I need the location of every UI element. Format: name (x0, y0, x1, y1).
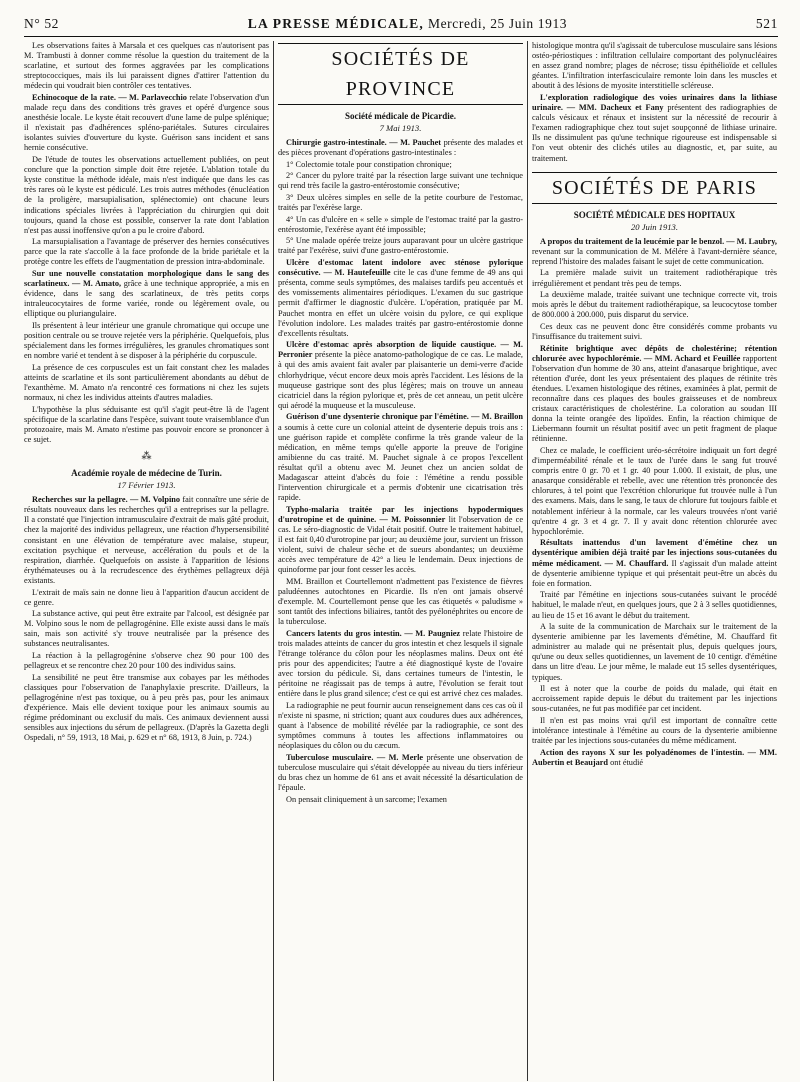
paragraph: La radiographie ne peut fournir aucun renseignement dans ces cas où il n'existe ni spasme, ni striction; quant aux coudures dues aux adhérences, quant à l'absence de mobilité révélée par la radiographie, ce sont des symptômes communs à toutes les affections inflammatoires ou néoplasiques du côlon ou du cæcum. (278, 701, 523, 751)
paragraph (278, 340, 523, 411)
paragraph: La présence de ces corpuscules est un fait constant chez les malades atteints de scarlatine et ils sont particulièrement abondants au début de l'exanthème. M. Amato n'a rencontré ces formations ni chez les sujets normaux, ni chez les individus atteints d'autres maladies. (24, 362, 269, 403)
paragraph (532, 538, 777, 588)
paragraph (24, 495, 269, 586)
paragraph: On pensait cliniquement à un sarcome; l'examen (286, 794, 447, 804)
article-title: Guérison d'une dysenterie chronique par l'émétine. — M. Braillon (286, 412, 523, 422)
paragraph (24, 269, 269, 319)
column-rule (273, 41, 274, 1081)
masthead (248, 16, 567, 32)
paragraph: Traité par l'émétine en injections sous-cutanées suivant le procédé habituel, le malade n'eut, en quelques jours, que 2 à 3 selles quotidiennes, au lieu de 15 et 16 avant le début du traitement. (532, 590, 777, 620)
society-title: Société médicale de Picardie. (345, 111, 456, 121)
paragraph: L'extrait de maïs sain ne donne lieu à l'apparition d'aucun accident de ce genre. (24, 587, 269, 607)
article-body: lit l'observation de ce cas. Le séro-diagnostic de Vidal était positif. Outre le traitement habituel, il est fait 0,40 d'urotropine par jour; au deuxième jour, survient un frisson violent, suivi de chaleur sèche et de sueurs abondantes; un deuxième accès avec température de 42° a lieu le lendemain. Deux injections de quinoforme par jour font cesser les accès. (278, 514, 523, 575)
section-title: SOCIÉTÉS DE PROVINCE (278, 43, 523, 105)
article-body: ont étudié (610, 757, 644, 767)
article-title: Chirurgie gastro-intestinale. — M. Pauchet (286, 138, 442, 147)
session-date: 20 Juin 1913. (630, 221, 679, 232)
article-title: Typho-malaria traitée par les injections hypodermiques d'urotropine et de quinine. — M. Poissonnier (278, 504, 523, 524)
article-body: rapportent l'observation d'un homme de 30 ans, atteint d'anasarque brightique, avec rétention d'urée, dont les yeux présentaient des plaques de rétinite très étendues. L'examen histologique des rétines, examinées à plat, permit de reconnaître dans ces plaques des boules graisseuses et de nombreux cristaux caractéristiques de cholestérine. La coloration au soudan III donna la teinte orangée des lipoïdes. Enfin, la réaction chimique de Liebermann fournit un résultat positif avec un petit fragment de plaque rétinienne. (532, 353, 777, 444)
paragraph (278, 412, 523, 503)
paragraph: histologique montra qu'il s'agissait de tuberculose musculaire sans lésions ostéo-périostiques : infiltration cellulaire comportant des polynucléaires en assez grand nombre; plages de nécrose; tissu épithélioïde et cellules géantes. L'infiltration interfasciculaire remonte loin dans les muscles et aboutit à des lésions de myosite interstitielle scléreuse. (532, 41, 777, 91)
article-body: revenant sur la communication de M. Mélére à l'avant-dernière séance, reprend l'histoire des malades faisant le sujet de cette communication. (532, 246, 777, 266)
paragraph (278, 258, 523, 339)
article-body: présente la pièce anatomo-pathologique de ce cas. Le malade, à qui des amis avaient fait avaler par plaisanterie un demi-verre d'acide chlorhydrique, vécut encore deux mois après l'accident. Les lésions de la muqueuse gastrique sont des plus légères; mais on trouve un anneau cicatriciel dans la région pylorique et, près de cet anneau, un petit ulcère qui aérodé la muqueuse et la musculeuse. (278, 350, 523, 410)
article-title: Rétinite brightique avec dépôts de cholestérine; rétention chlorurée avec hypochlorémie. — MM. Achard et Feuillée (532, 343, 777, 363)
issue-number: N° 52 (24, 16, 60, 31)
list-item: 5° Une malade opérée treize jours auparavant pour un ulcère gastrique traité par l'exérèse, suivi d'une gastro-entérostomie. (278, 236, 523, 256)
article-title: Tuberculose musculaire. — M. Merle (286, 753, 424, 763)
list-item: 3° Deux ulcères simples en selle de la petite courbure de l'estomac, traités par l'exérèse large. (278, 192, 523, 213)
paragraph (278, 753, 523, 793)
paragraph: Il est à noter que la courbe de poids du malade, qui était en accroissement rapide depuis le début du traitement par les injections sous-cutanées, ne fut pas modifiée par cet incident. (532, 684, 777, 714)
article-title: Ulcère d'estomac latent indolore avec sténose pylorique consécutive. — M. Hautefeuille (278, 258, 523, 278)
paragraph: La première malade suivit un traitement radiothérapique très irrégulièrement et pendant très peu de temps. (532, 268, 777, 288)
article-body: Il s'agissait d'un malade atteint de dysenterie amibienne typique et qui présentait peut-être un abcès du foie en formation. (532, 558, 777, 588)
article-body: relate l'histoire de trois malades atteints de cancer du gros intestin et chez lesquels il signale l'étrange tolérance du côlon pour les néoplasmes malins. Deux ont été pris pour des appendicites; l'autre a été diagnostiqué kyste de l'ovaire avec torsion du pédicule. Si, dans certaines tumeurs de l'intestin, le péritoine ne réagissait pas de temps à autre, l'évolution se ferait tout entière dans le plus grand silence; c'est ce qui est arrivé chez ces malades. (278, 628, 523, 699)
paragraph (532, 237, 777, 267)
issue-date: Mercredi, 25 Juin 1913 (427, 16, 568, 31)
paragraph: A la suite de la communication de Marchaix sur le traitement de la dysenterie amibienne par les lavements d'émétine, M. Chauffard fit administrer au malade qui ne présentait plus, depuis quelques jours, qu'une ou deux selles quotidiennes, un lavement de 10 centigr. d'émétine dans un litre d'eau. Le jour même, le malade eut 15 selles dysentériques, typiques. (532, 622, 777, 682)
article-body: a soumis à cette cure un colonial atteint de dysenterie depuis trois ans : une guérison rapide et complète confirme la très grande valeur de la médication, en même temps qu'elle apporte la preuve de l'origine amibienne du cas traité. M. Pauchet signale à ce propos l'excellent résultat qu'il a obtenu avec M. Jeunet chez un ancien soldat de Madagascar atteint d'abcès du foie : l'émétine a rendu possible l'intervention chirurgicale et a permis d'obtenir une cicatrisation très rapide. (278, 422, 523, 503)
article-title: Cancers latents du gros intestin. — M. Paugniez (286, 628, 461, 638)
session-date: 17 Février 1913. (117, 480, 176, 491)
columns (24, 41, 778, 1081)
article-title: Sur une nouvelle constatation morphologique dans le sang des scarlatineux. — M. Amato, (24, 269, 269, 289)
article-body: relate l'observation d'un malade reçu dans des conditions très graves et opéré d'urgence sous anesthésie locale. Le kyste était recouvert d'une lame de pulpe splénique; il n'existait pas d'adhérences spléno-pariétales. Sutures circulaires isolantes suivies d'ouverture du kyste. Guérison sans incident et sans hernie consécutive. (24, 92, 269, 153)
article-title: Echinocoque de la rate. — M. Parlavecchio (32, 92, 187, 102)
paragraph: La deuxième malade, traitée suivant une technique correcte vit, trois mois après le début du traitement radiothérapique, sa leucocytose tomber de 800.000 à 200.000, puis disparut du service. (532, 290, 777, 320)
page-number: 521 (755, 16, 778, 31)
article-body: présentent des radiographies de calculs vésicaux et rénaux et insistent sur la nécessité de recourir à l'examen radiographique chez tout sujet soupçonné de lithiase urinaire. Ils ne dissimulent pas qu'une technique rigoureuse est indispensable si l'on veut obtenir des clichés utiles au diagnostic, et, par suite, au traitement. (532, 103, 777, 163)
paragraph (278, 505, 523, 576)
article-body: présente une observation de tuberculose musculaire qui s'était développée au niveau du tiers inférieur du bras chez un homme de 61 ans et avait nécessité la désarticulation de l'épaule. (278, 753, 523, 793)
column-1 (24, 41, 269, 1081)
article-body: grâce à une technique appropriée, a mis en évidence, dans le sang des scarlatineux, de très petits corps intraleucocytaires de forme variée, ronde ou légèrement ovale, ou elliptique ou pluriangulaire. (24, 279, 269, 319)
article-title: Ulcère d'estomac après absorption de liquide caustique. — M. Perronier (278, 340, 523, 360)
paragraph (532, 93, 777, 164)
paragraph (532, 344, 777, 445)
paragraph: L'hypothèse la plus séduisante est qu'il s'agit peut-être là de l'agent spécifique de la scarlatine dans l'espèce, suivant toute vraisemblance d'un protozoaire, mais M. Amato n'estime pas pouvoir encore se prononcer à ce sujet. (24, 404, 269, 445)
paragraph: La réaction à la pellagrogénine s'observe chez 90 pour 100 des pellagreux et se rencontre chez 20 pour 100 des individus sains. (24, 651, 269, 671)
paragraph: Il n'en est pas moins vrai qu'il est important de connaître cette intolérance intestinale à l'émétine au cours de la dysenterie amibienne traitée par les injections sous-cutanées du même médicament. (532, 715, 777, 746)
paragraph: Chez ce malade, le coefficient uréo-sécrétoire indiquait un fort degré d'imperméabilité rénale et le taux de l'urée dans le sang fut trouvé compris entre 0 gr. 70 et 1 gr. 40 pour 1.000. Il existait, de plus, une anasarque considérable et rebelle, avec une rétention très prononcée des chlorures, à tel point que l'excrétion chlorurique fut trouvée nulle à l'un des examens. Mais, dans le sang, le taux de chlorure fut toujours faible et notablement inférieur à la normale, car les valeurs trouvées n'ont varié qu'entre 4 gr. 3 et 4 gr. 7. Il y avait donc rétention chlorurée avec hypochlorémie. (532, 446, 777, 536)
column-rule (527, 41, 528, 1081)
article-title: L'exploration radiologique des voies urinaires dans la lithiase urinaire. — MM. Dacheux et Fany (532, 92, 777, 113)
page-header (24, 12, 778, 37)
list-item: 2° Cancer du pylore traité par la résection large suivant une technique qui rend très facile la gastro-entérostomie consécutive; (278, 171, 523, 191)
paragraph: Les observations faites à Marsala et ces quelques cas n'autorisent pas M. Trambusti à donner comme résolue la question du traitement de la scarlatine, et surtout des formes aggravées par les complications streptococciques, mais ils lui paraissent dignes d'attirer l'attention du médecin qui voudrait bien contrôler ces tentatives. (24, 41, 269, 91)
section-title: SOCIÉTÉS DE PARIS (532, 172, 777, 204)
paragraph: Ces deux cas ne peuvent donc être considérés comme probants vu l'insuffisance du traitement suivi. (532, 321, 777, 341)
article-title: Action des rayons X sur les polyadénomes de l'intestin. — MM. Aubertin et Beaujard (532, 747, 777, 767)
paragraph: Ils présentent à leur intérieur une granule chromatique qui occupe une position centrale ou se trouve rejetée vers la périphérie. Quelquefois, plus spécialement dans les formes irrégulières, les granules chromatiques sont en nombre varié et tendent à se disposer à la périphérie du corpuscule. (24, 321, 269, 361)
article-title: A propos du traitement de la leucémie par le benzol. — M. Laubry, (540, 236, 777, 246)
article-title: Résultats inattendus d'un lavement d'émétine chez un dysentérique amibien déjà traité par les injections sous-cutanées du même médicament. — M. Chauffard. (532, 538, 777, 568)
paragraph: La marsupialisation a l'avantage de préserver des hernies consécutives parce que la rate s'accolle à la face profonde de la bride pariétale et la protège contre les effets de l'augmentation de pression intra-abdominale. (24, 237, 269, 267)
society-title: SOCIÉTÉ MÉDICALE DES HOPITAUX (573, 209, 736, 220)
paragraph: La sensibilité ne peut être transmise aux cobayes par les méthodes classiques pour l'observation de l'anaphylaxie prescrite. D'ailleurs, la pellagrogénine n'est pas toxique, ou à peu près pas, pour les animaux d'expérience. Mais elle devient toxique pour les animaux soumis au régime prédominant ou exclusif du maïs. Ces animaux deviennent aussi sensibles aux injections du sérum de pellagreux. (D'après la Gazetta degli Ospedali, n° 59, 1913, 18 Mai, p. 629 et n° 68, 1913, 8 Juin, p. 724.) (24, 672, 269, 743)
society-title: Académie royale de médecine de Turin. (71, 468, 222, 479)
paragraph (278, 138, 523, 158)
session-date: 7 Mai 1913. (379, 123, 422, 133)
journal-title: LA PRESSE MÉDICALE, (247, 16, 424, 31)
list-item: 1° Colectomie totale pour constipation chronique; (286, 159, 452, 169)
paragraph: MM. Braillon et Courtellemont n'admettent pas l'existence de fièvres paludéennes autochtones en Picardie. Ils n'en ont jamais observé d'exemple. M. Courtellemont pense que les cas étiquetés « paludisme » sont tantôt des infections biliaires, tantôt des pyélonéphrites ou encore de la tuberculose. (278, 576, 523, 627)
paragraph: La substance active, qui peut être extraite par l'alcool, est désignée par M. Volpino sous le nom de pellagrogénine. Elle existe aussi dans le maïs sain, mais son activité s'y trouve neutralisée par la présence des substances neutralisantes. (24, 609, 269, 649)
section-divider: ⁂ (141, 451, 152, 463)
list-item: 4° Un cas d'ulcère en « selle » simple de l'estomac traité par la gastro-entérostomie, l'exérèse ayant été impossible; (278, 214, 523, 234)
paragraph (532, 748, 777, 768)
article-body: fait connaître une série de résultats nouveaux dans les recherches qu'il a entreprises sur la pellagre. Il a constaté que l'injection intramusculaire d'extrait de maïs gâté produit, chez la majorité des individus pellagreux, une réaction d'hypersensibilité consistant en une élévation de température avec malaise, stupeur, excitation psychique et nerveuse, accélération du pouls et de la respiration, diarrhée. Quelquefois on assiste à l'apparition de lésions érythémateuses ou à la recrudescence des érythèmes pellagreux déjà existants. (24, 495, 269, 585)
paragraph: De l'étude de toutes les observations actuellement publiées, on peut conclure que la ponction simple doit être rejetée. L'ablation totale du kyste constitue la méthode idéale, mais n'est indiquée que dans les cas très rares où le kyste est pédiculé. Les trois autres méthodes (énucléation de la proligère, marsupialisation, splénectomie) ont chacune leurs indications spéciales livrées à l'appréciation du chirurgien qui doit toujours, quand la chose est possible, conserver la rate dont l'ablation n'est pas aussi inoffensive qu'on a pu le croire d'abord. (24, 155, 269, 235)
article-body: présente des malades et des pièces provenant d'opérations gastro-intestinales : (278, 138, 523, 158)
column-3 (532, 41, 777, 1081)
paragraph (278, 629, 523, 700)
article-title: Recherches sur la pellagre. — M. Volpino (32, 495, 181, 505)
column-2 (278, 41, 523, 1081)
paragraph (24, 93, 269, 154)
article-body: cite le cas d'une femme de 49 ans qui présenta, comme seuls symptômes, des malaises tardifs peu accentués et des vomissements alimentaires périodiques. L'examen du suc gastrique permit d'affirmer le diagnostic d'ulcère. L'opération, pratiquée par M. Pauchet montra en effet un ulcère voisin du pylore, ce qui explique l'évolution indolore. Les malades traités par gastro-entérostomie donne d'excellents résultats. (278, 268, 523, 338)
